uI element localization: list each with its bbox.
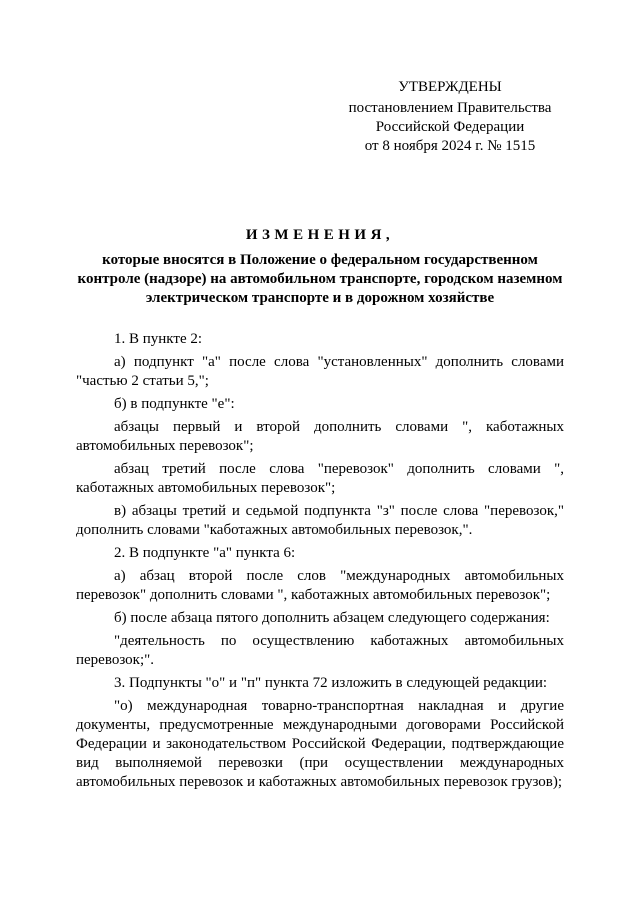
approval-line: постановлением Правительства	[348, 100, 552, 116]
approval-line: от 8 ноября 2024 г. № 1515	[364, 138, 536, 154]
paragraph: 3. Подпункты "о" и "п" пункта 72 изложить в следующей редакции:	[114, 675, 548, 691]
paragraph: б) в подпункте "е":	[114, 396, 235, 412]
paragraph: в) абзацы третий и седьмой подпункта "з" после слова "перевозок," дополнить словами "каботажных автомобильных перевозок,".	[76, 503, 564, 538]
approval-title: УТВЕРЖДЕНЫ	[398, 79, 502, 95]
paragraph: абзац третий после слова "перевозок" дополнить словами ", каботажных автомобильных перевозок";	[76, 461, 564, 496]
paragraph: абзацы первый и второй дополнить словами ", каботажных автомобильных перевозок";	[76, 419, 564, 454]
paragraph: 1. В пункте 2:	[114, 331, 203, 347]
approval-block	[330, 78, 570, 156]
paragraph: а) абзац второй после слов "международных автомобильных перевозок" дополнить словами ", каботажных автомобильных перевозок";	[76, 568, 564, 603]
paragraph: "о) международная товарно-транспортная накладная и другие документы, предусмотренные международными договорами Российской Федерации и законодательством Российской Федерации, подтверждающие вид выполняемой перевозки (при осуществлении международных автомобильных перевозок и каботажных автомобильных перевозок грузов);	[76, 698, 564, 790]
paragraph: 2. В подпункте "а" пункта 6:	[114, 545, 296, 561]
paragraph: "деятельность по осуществлению каботажных автомобильных перевозок;".	[76, 633, 564, 668]
document-subtitle: которые вносятся в Положение о федеральном государственном контроле (надзоре) на автомобильном транспорте, городском наземном электрическом транспорте и в дорожном хозяйстве	[77, 252, 563, 306]
approval-line: Российской Федерации	[375, 119, 525, 135]
document-body	[76, 330, 564, 796]
paragraph: а) подпункт "а" после слова "установленных" дополнить словами "частью 2 статьи 5,";	[76, 354, 564, 389]
document-title: ИЗМЕНЕНИЯ,	[245, 227, 395, 243]
paragraph: б) после абзаца пятого дополнить абзацем следующего содержания:	[114, 610, 550, 626]
document-heading	[70, 226, 570, 308]
